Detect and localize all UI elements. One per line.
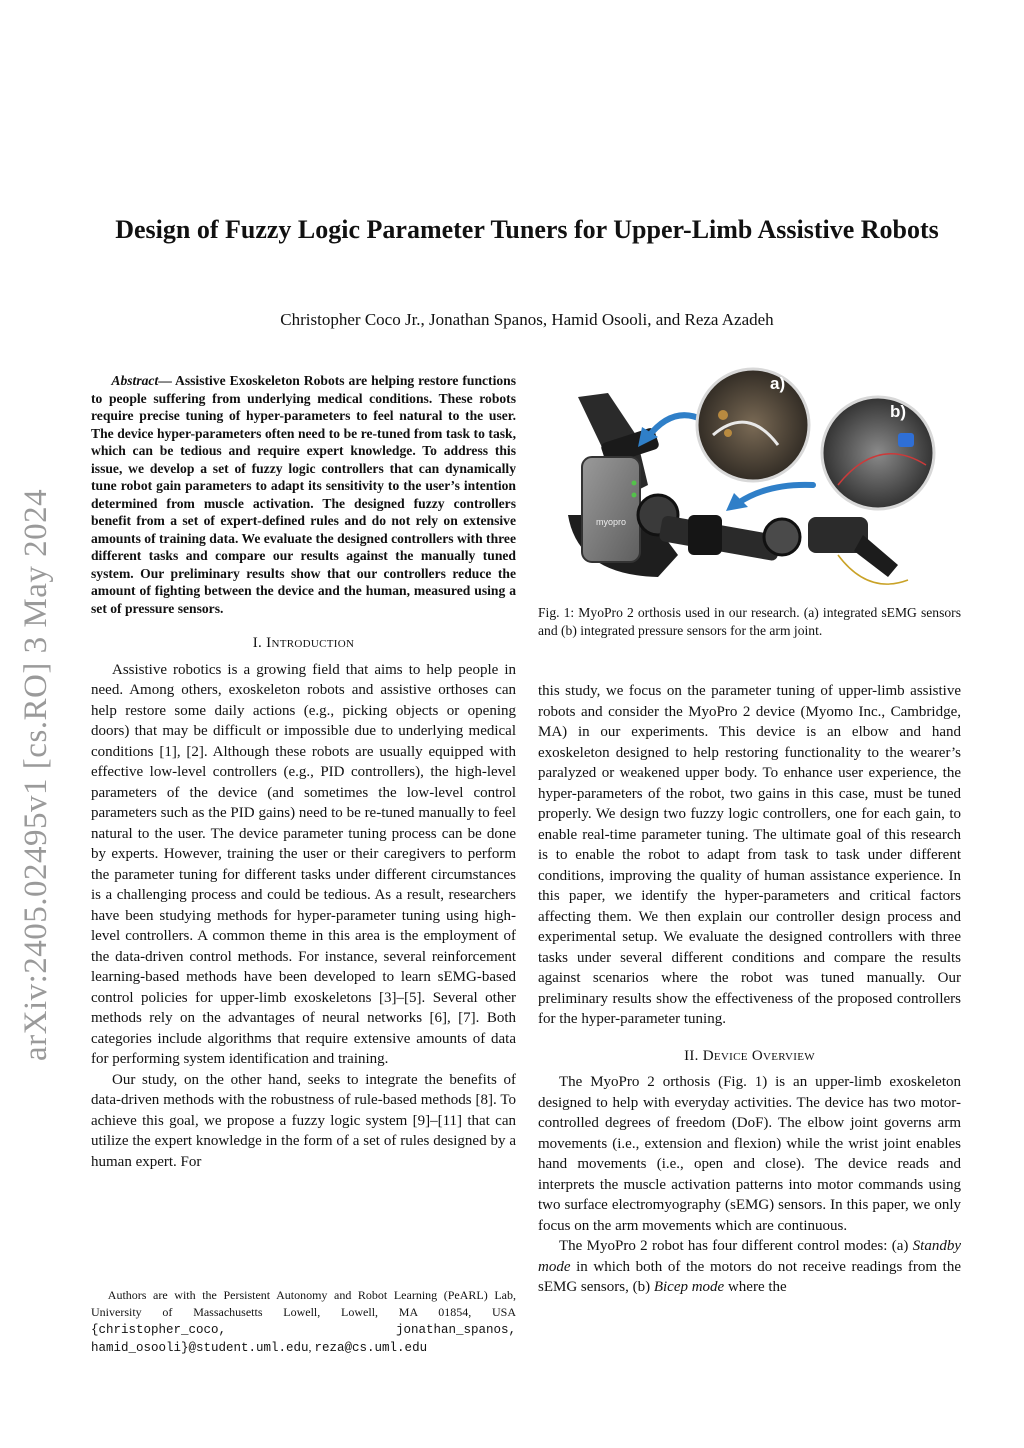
wrist-motor [764,519,800,555]
footnote-student-emails: {christopher_coco, jonathan_spanos, hamid_osooli}@student.uml.edu [91,1323,516,1355]
section-numeral: I. [252,635,267,651]
intro-paragraph-1: Assistive robotics is a growing field that aims to help people in need. Among others, exoskeleton robots and assistive orthoses can help restore some daily actions (e.g., picking objects or opening doors) that may be difficult or impossible due to underlying medical conditions [1], [2]. Although these robots are usually equipped with effective low-level controllers (e.g., PID controllers), the high-level parameters of the device (and sometimes the low-level control parameters such as the PID gains) need to be re-tuned manually to feel natural to the user. The device parameter tuning process can be done by experts. However, training the user or their caregivers to perform the parameter tuning for different tasks under different circumstances is a challenging process and could be tedious. As a result, researchers have been studying methods for hyper-parameter tuning using high-level controllers. A common theme in this area is the employment of the data-driven control methods. For instance, several reinforcement learning-based methods have been developed to learn sEMG-based control policies for upper-limb exoskeletons [3]–[5]. Several other methods rely on the advantages of neural networks [6], [7]. Both categories include algorithms that require extensive amounts of data for performing system identification and training. [91,661,516,1067]
inset-a-electrode [718,410,728,420]
section-name: Device Overview [702,1047,815,1064]
arxiv-identifier-stamp: arXiv:2405.02495v1 [cs.RO] 3 May 2024 [18,488,54,1061]
paper-title: Design of Fuzzy Logic Parameter Tuners for Upper-Limb Assistive Robots [115,215,939,244]
abstract [91,372,516,617]
device-paragraph-2 [538,1236,961,1298]
footnote-text: Authors are with the Persistent Autonomy and Robot Learning (PeARL) Lab, University of Massachusetts Lowell, Lowell, MA 01854, USA [91,1288,516,1319]
text-run: where the [724,1279,787,1295]
intro-paragraph-3: this study, we focus on the parameter tuning of upper-limb assistive robots and consider the MyoPro 2 device (Myomo Inc., Cambridge, MA) in our experiments. This device is an elbow and hand exoskeleton designed to help restoring functionality to the wearer’s paralyzed or weakened upper body. To enhance user experience, the hyper-parameters of the robot, two gains in this case, must be tuned properly. We design two fuzzy logic controllers, one for each gain, to enable real-time parameter tuning. The ultimate goal of this research is to enable the robot to adapt from task to task under different conditions, improving the quality of human assistance experience. In this paper, we identify the hyper-parameters and critical factors affecting them. We then explain our controller design process and experimental setup. We evaluate the designed controllers with three tasks under several different conditions and compare the results against scenarios where the robot was tuned manually. Our preliminary results show the effectiveness of the proposed controllers for the hyper-parameter tuning. [538,683,961,1027]
inset-a-electrode-2 [724,429,732,437]
finger-strap [854,535,898,577]
section-heading-introduction [91,633,516,654]
status-led-2 [632,493,637,498]
inset-b-pressure-sensor [898,433,914,447]
arrow-to-inset-a [648,415,703,437]
text-run: The MyoPro 2 robot has four different control modes: (a) [559,1238,913,1254]
abstract-text: Assistive Exoskeleton Robots are helping restore functions to people suffering from underlying medical conditions. These robots require precise tuning of hyper-parameters to feel natural to the user. The device hyper-parameters often need to be re-tuned from task to task, which can be tedious and require expert knowledge. To address this issue, we develop a set of fuzzy logic controllers that can dynamically tune robot gain parameters to adapt its sensitivity to the user’s intention determined from muscle activation. The designed fuzzy controllers benefit from a set of expert-defined rules and do not rely on extensive amounts of training data. We evaluate the designed controllers with three different tasks and compare our results against the manually tuned system. Our preliminary results show that our controllers reduce the amount of fighting between the device and the human, measured using a set of pressure sensors. [91,373,516,616]
author-list: Christopher Coco Jr., Jonathan Spanos, Hamid Osooli, and Reza Azadeh [280,310,774,329]
mode-name-bicep: Bicep mode [653,1279,725,1295]
footnote-faculty-email: reza@cs.uml.edu [314,1341,428,1355]
forearm-strap [688,515,722,555]
left-column [91,372,516,1172]
device-brand-logo: myopro [596,517,627,527]
author-affiliation-footnote [91,1287,516,1357]
mode-name-standby: Standby mode [538,1238,961,1275]
figure-1-caption: Fig. 1: MyoPro 2 orthosis used in our research. (a) integrated sEMG sensors and (b) integrated pressure sensors for the arm joint. [538,605,961,638]
right-column [538,681,961,1298]
abstract-label: Abstract [111,373,159,388]
section-heading-device-overview [538,1046,961,1067]
inset-b-pressure-closeup [822,397,934,509]
status-led-1 [632,481,637,486]
device-paragraph-1: The MyoPro 2 orthosis (Fig. 1) is an upper-limb exoskeleton designed to help with everyday activities. The device has two motor-controlled degrees of freedom (DoF). The elbow joint governs arm movements (i.e., extension and flexion) while the wrist joint enables hand movements (i.e., open and close). The device reads and interprets the muscle activation patterns into motor commands using two surface electromyography (sEMG) sensors. In this paper, we only focus on the arm movements which are continuous. [538,1074,961,1234]
text-run: in which both of the motors do not receive readings from the sEMG sensors, (b) [538,1258,961,1295]
section-numeral: II. [684,1047,703,1064]
footnote-separator: , [308,1340,315,1354]
myopro-orthosis-illustration [538,365,961,603]
arrow-to-inset-b [738,485,813,503]
control-panel [582,457,640,562]
inset-b-label: b) [890,402,907,421]
figure-1 [538,365,961,603]
abstract-dash: — [158,373,176,388]
inset-a-label: a) [770,374,786,393]
section-name: Introduction [266,635,355,651]
intro-paragraph-2: Our study, on the other hand, seeks to integrate the benefits of data-driven methods with the robustness of rule-based methods [8]. To achieve this goal, we propose a fuzzy logic system [9]–[11] that can utilize the expert knowledge in the form of a set of rules designed by a human expert. For [91,1071,516,1170]
